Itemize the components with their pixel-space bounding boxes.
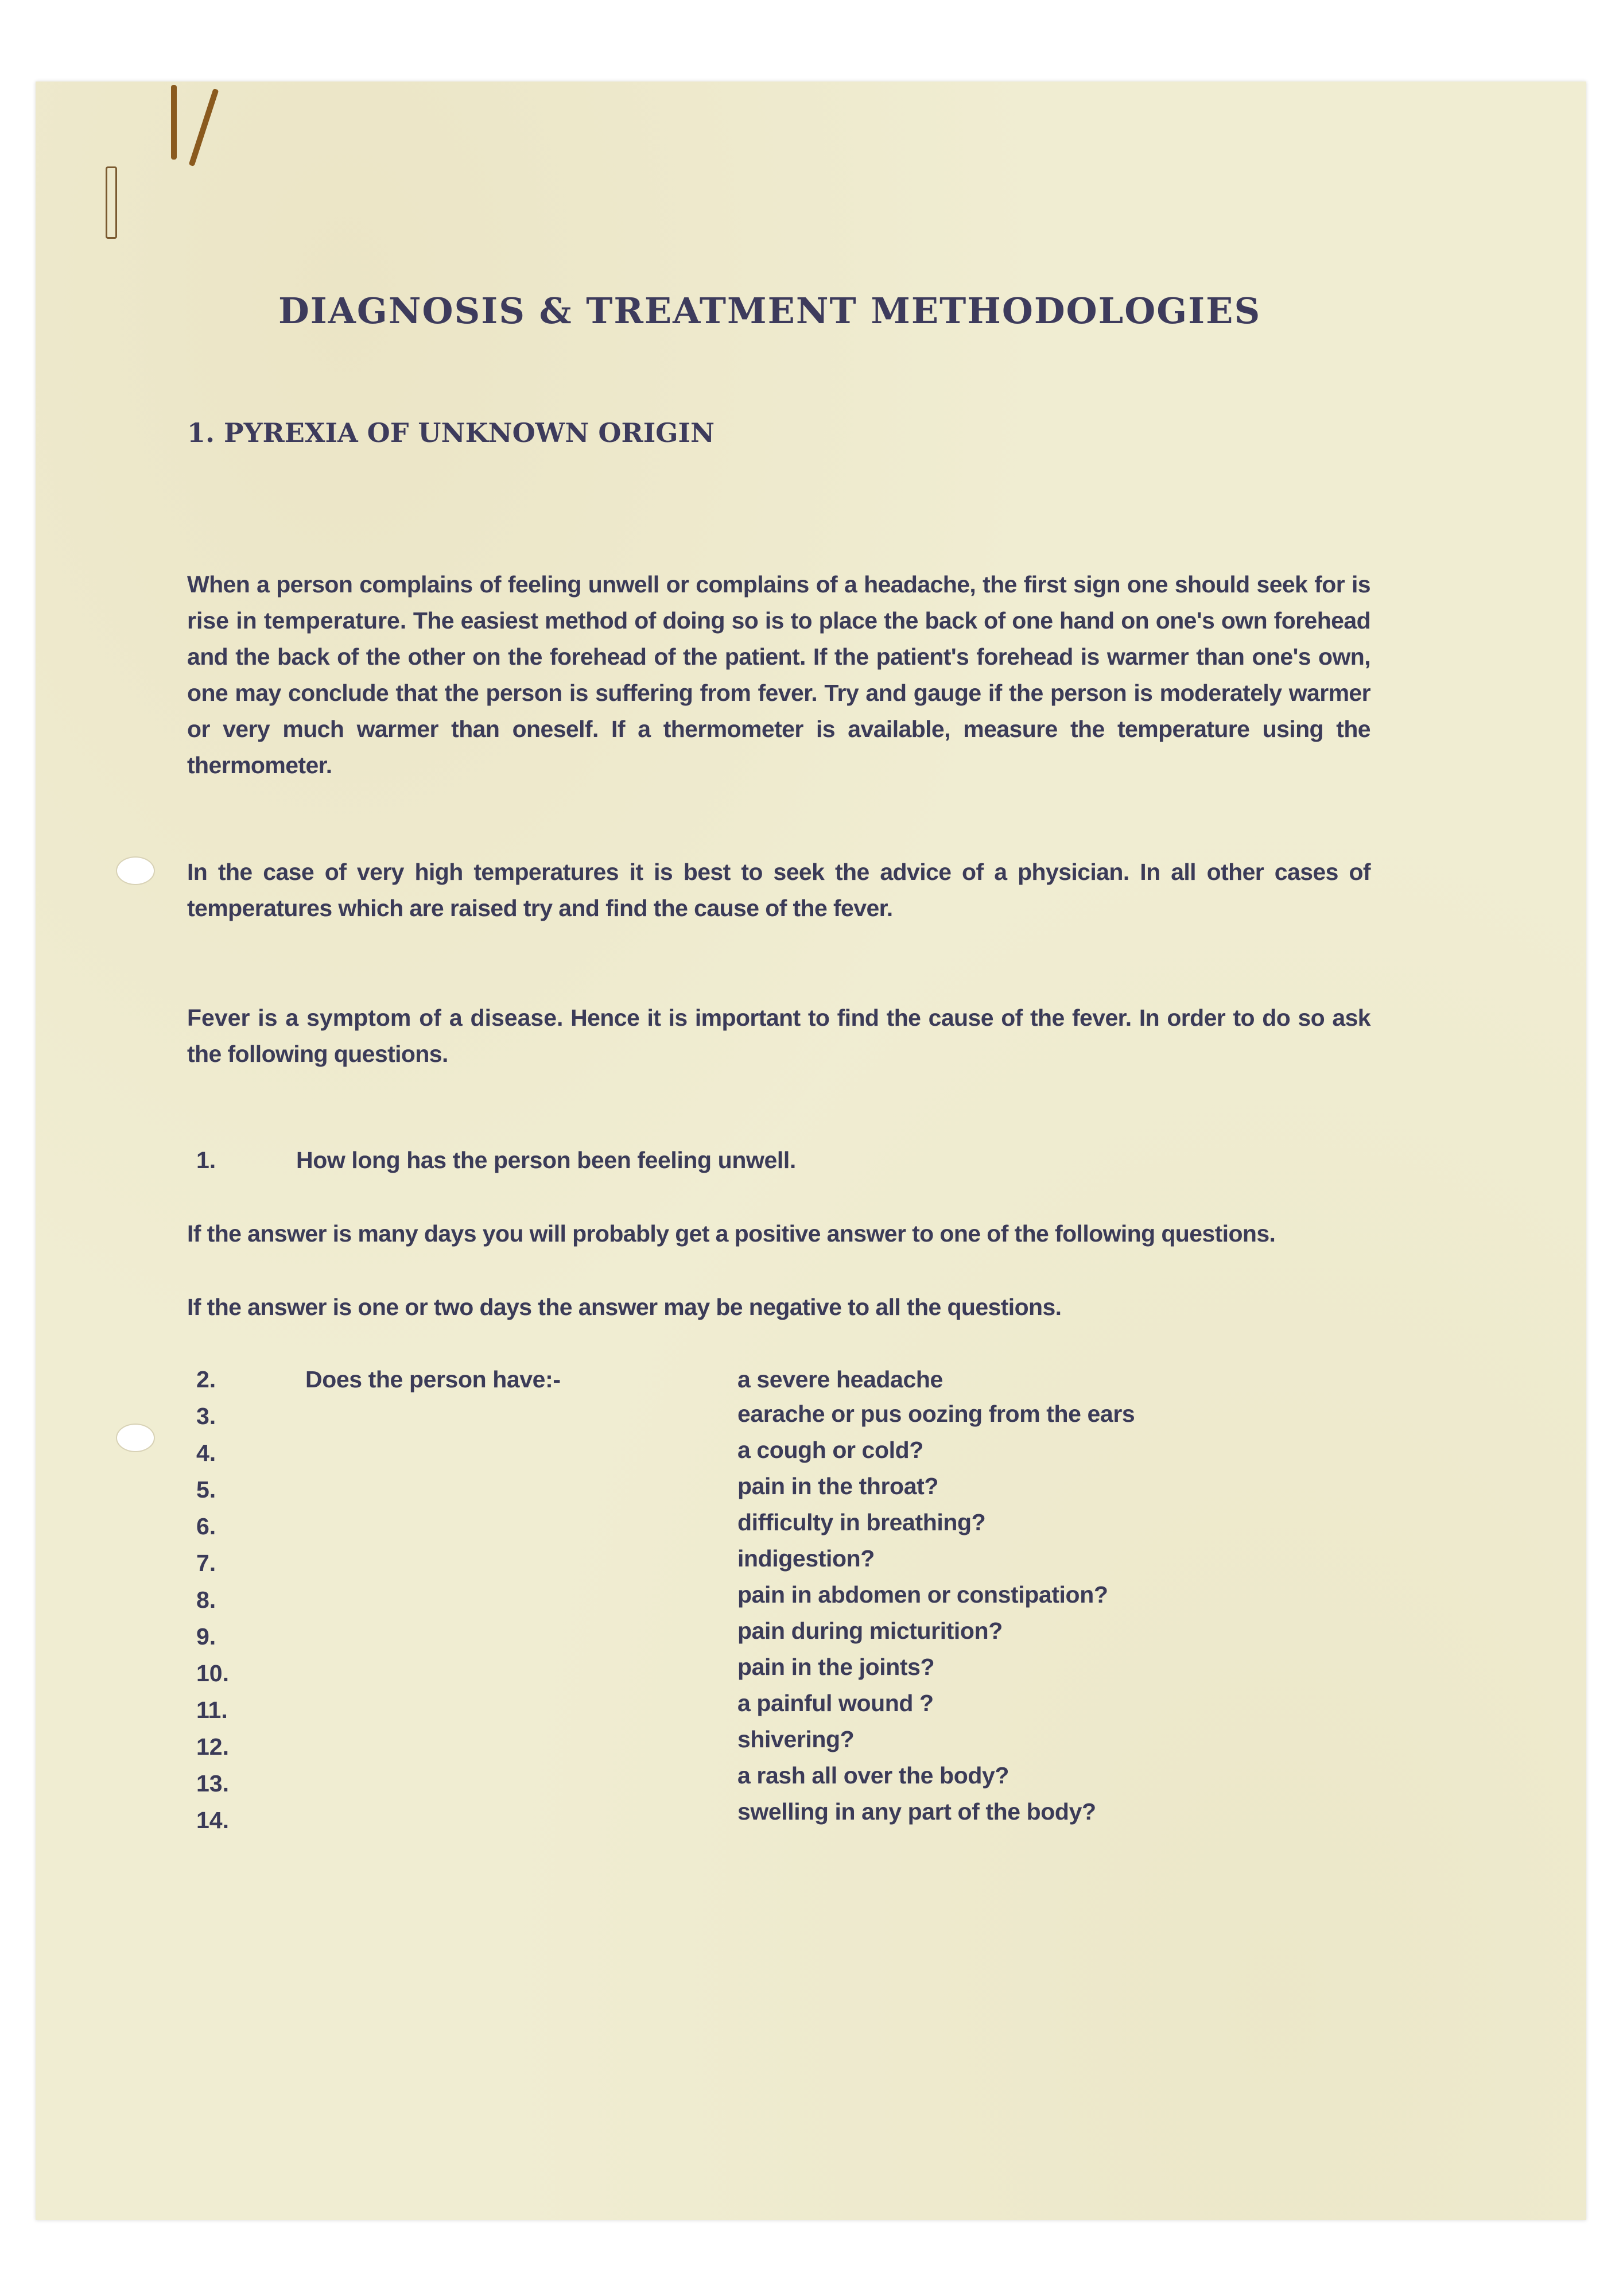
paragraph-text: When a person complains of feeling unwell or complains of a headache, the first sign one should seek for is bbox=[187, 571, 1370, 598]
paragraph-high-temperature: In the case of very high temperatures it is best to seek the advice of a physician. In all other cases of temperatures which are raised try and find the cause of the fever. bbox=[187, 859, 1370, 921]
staple-rust-mark bbox=[171, 85, 177, 160]
question-number: 10. bbox=[196, 1660, 229, 1686]
question-text: a painful wound ? bbox=[737, 1690, 934, 1716]
answer-note: If the answer is one or two days the answer may be negative to all the questions. bbox=[187, 1294, 1062, 1320]
paragraph-fever-symptom bbox=[187, 1000, 1370, 1072]
question-number: 4. bbox=[196, 1440, 216, 1466]
question-number: 12. bbox=[196, 1733, 229, 1760]
question-text: a cough or cold? bbox=[737, 1437, 923, 1463]
page-title: DIAGNOSIS & TREATMENT METHODOLOGIES bbox=[278, 290, 1261, 332]
punch-hole bbox=[116, 856, 155, 885]
question-text: swelling in any part of the body? bbox=[737, 1798, 1096, 1825]
question-number: 13. bbox=[196, 1770, 229, 1797]
staple-rust-mark bbox=[189, 88, 219, 166]
question-number: 3. bbox=[196, 1403, 216, 1429]
staple-hole-mark bbox=[106, 166, 117, 239]
question-text: a severe headache bbox=[737, 1366, 943, 1393]
question-number: 6. bbox=[196, 1513, 216, 1539]
bold-emphasis: Fever is a symptom of a disease bbox=[187, 1004, 557, 1031]
question-text: pain in the joints? bbox=[737, 1654, 935, 1680]
question-number: 2. bbox=[196, 1366, 216, 1393]
paragraph-text: . Hence it is important to find the cause of the fever. In order to do so ask the following questions. bbox=[187, 1004, 1370, 1067]
question-text: pain in the throat? bbox=[737, 1473, 938, 1499]
question-text: pain in abdomen or constipation? bbox=[737, 1581, 1108, 1608]
question-text: earache or pus oozing from the ears bbox=[737, 1401, 1135, 1427]
question-number: 8. bbox=[196, 1587, 216, 1613]
question-number: 11. bbox=[196, 1697, 228, 1723]
question-text: indigestion? bbox=[737, 1545, 875, 1572]
question-text: difficulty in breathing? bbox=[737, 1509, 986, 1535]
bold-emphasis: rise in temperature. bbox=[187, 607, 407, 634]
question-number: 7. bbox=[196, 1550, 216, 1576]
question-number: 1. bbox=[196, 1147, 216, 1173]
question-text: pain during micturition? bbox=[737, 1618, 1003, 1644]
paragraph-temperature bbox=[187, 567, 1370, 784]
question-text: shivering? bbox=[737, 1726, 855, 1752]
question-number: 9. bbox=[196, 1623, 216, 1650]
question-number: 14. bbox=[196, 1807, 229, 1833]
list-lead: Does the person have:- bbox=[305, 1366, 561, 1393]
paragraph-text: The easiest method of doing so is to place the back of one hand on one's own forehead and the back of the other on the forehead of the patient. If the patient's forehead is warmer than one's own, one may conclude that the person is suffering from fever. Try and gauge if the person is moderately warmer or very much warmer than oneself. If a thermometer is available, measure the temperature using the thermometer. bbox=[187, 607, 1371, 778]
answer-note: If the answer is many days you will probably get a positive answer to one of the following questions. bbox=[187, 1220, 1276, 1247]
question-number: 5. bbox=[196, 1476, 216, 1503]
question-text: a rash all over the body? bbox=[737, 1762, 1009, 1789]
paper-page bbox=[36, 82, 1586, 2220]
section-heading: 1. PYREXIA OF UNKNOWN ORIGIN bbox=[187, 417, 715, 448]
punch-hole bbox=[116, 1424, 155, 1452]
question-text: How long has the person been feeling unwell. bbox=[296, 1147, 796, 1173]
